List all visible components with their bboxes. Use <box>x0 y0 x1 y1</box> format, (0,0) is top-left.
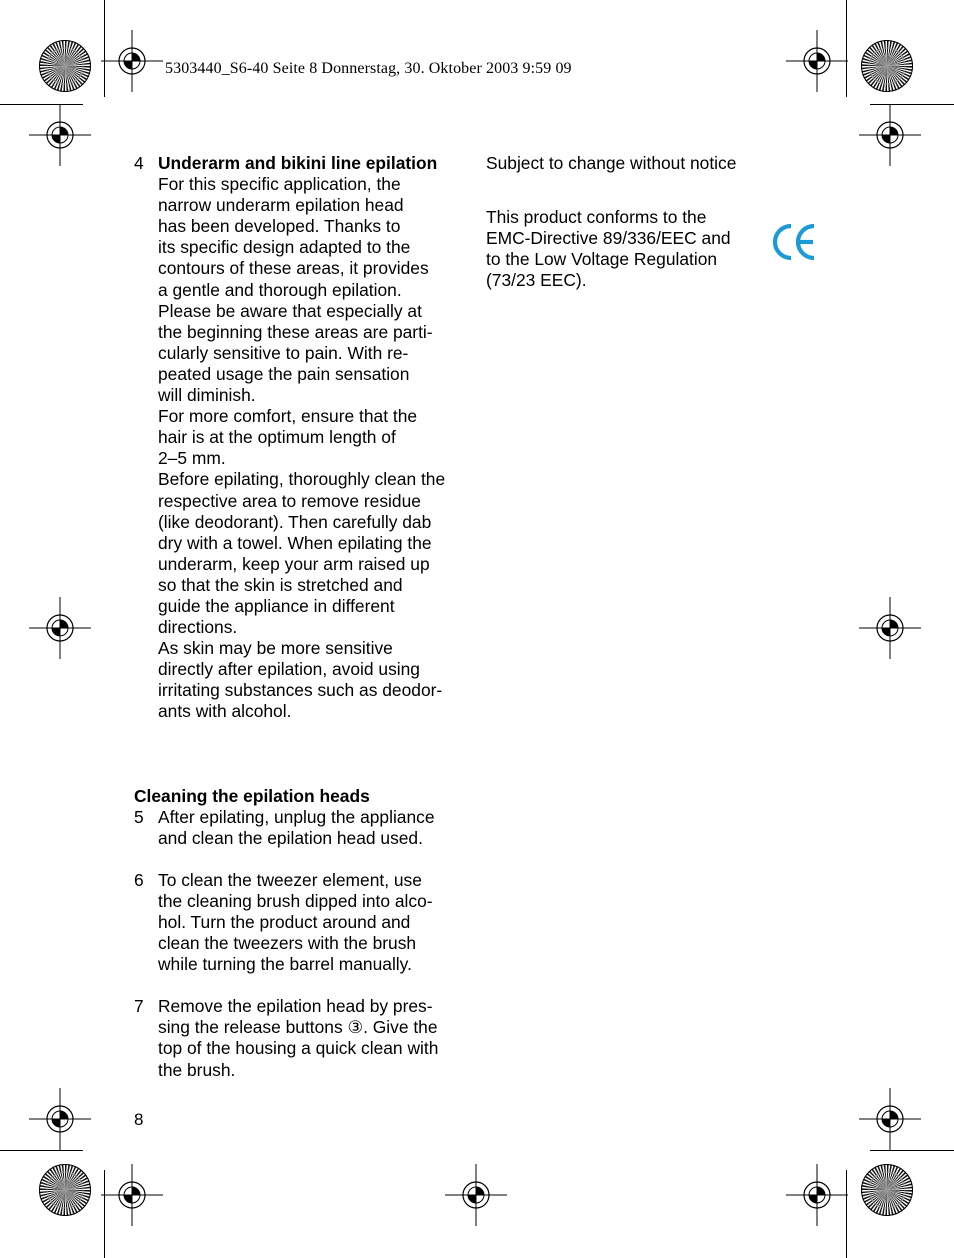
text-line: dry with a towel. When epilating the <box>158 532 432 553</box>
registration-mark-icon <box>29 1088 91 1150</box>
text-line: This product conforms to the <box>486 207 707 228</box>
text-line: guide the appliance in different <box>158 595 395 616</box>
registration-mark-icon <box>101 1164 163 1226</box>
text-line: For this specific application, the <box>158 174 401 195</box>
section-4-body <box>158 174 474 722</box>
change-notice: Subject to change without notice <box>486 153 737 173</box>
text-line: and clean the epilation head used. <box>158 827 423 848</box>
text-line: directly after epilation, avoid using <box>158 659 420 680</box>
text-line: For more comfort, ensure that the <box>158 406 418 427</box>
text-line: (73/23 EEC). <box>486 270 587 291</box>
text-line: cularly sensitive to pain. With re- <box>158 342 409 363</box>
text-line: To clean the tweezer element, use <box>158 869 422 890</box>
text-line: peated usage the pain sensation <box>158 363 410 384</box>
text-line: so that the skin is stretched and <box>158 574 403 595</box>
text-line: clean the tweezers with the brush <box>158 933 417 954</box>
cleaning-step <box>134 870 474 975</box>
text-line: Remove the epilation head by pres- <box>158 996 433 1017</box>
conformity-statement <box>486 207 786 291</box>
text-line: Please be aware that especially at <box>158 300 422 321</box>
section-number: 4 <box>134 153 144 173</box>
text-line: top of the housing a quick clean with <box>158 1038 439 1059</box>
text-line: the cleaning brush dipped into alco- <box>158 890 433 911</box>
text-line: Before epilating, thoroughly clean the <box>158 469 446 490</box>
cleaning-steps <box>134 807 474 1081</box>
left-column <box>134 153 474 1081</box>
spacer <box>134 975 474 996</box>
cleaning-heading: Cleaning the epilation heads <box>134 785 370 806</box>
text-line: As skin may be more sensitive <box>158 638 393 659</box>
starburst-bottom-right-icon <box>861 1164 913 1216</box>
text-line: 2–5 mm. <box>158 448 226 469</box>
registration-mark-icon <box>859 1088 921 1150</box>
starburst-top-left-icon <box>39 40 91 92</box>
text-line: After epilating, unplug the appliance <box>158 806 435 827</box>
section-4 <box>134 153 474 723</box>
right-column <box>486 153 786 291</box>
section-title: Underarm and bikini line epilation <box>158 153 438 173</box>
text-line: the brush. <box>158 1059 236 1080</box>
text-line: irritating substances such as deodor- <box>158 680 443 701</box>
registration-mark-icon <box>786 1164 848 1226</box>
text-line: ants with alcohol. <box>158 701 292 722</box>
cleaning-step <box>134 807 474 849</box>
registration-mark-icon <box>859 597 921 659</box>
text-line: contours of these areas, it provides <box>158 258 429 279</box>
text-line: respective area to remove residue <box>158 490 421 511</box>
registration-mark-icon <box>29 104 91 166</box>
text-line: directions. <box>158 617 238 638</box>
text-line: will diminish. <box>158 385 256 406</box>
text-line: a gentle and thorough epilation. <box>158 279 402 300</box>
registration-mark-icon <box>786 30 848 92</box>
text-line: while turning the barrel manually. <box>158 954 412 975</box>
registration-mark-icon <box>859 104 921 166</box>
text-line: hair is at the optimum length of <box>158 427 396 448</box>
step-number: 5 <box>134 806 144 827</box>
text-line: has been developed. Thanks to <box>158 216 401 237</box>
text-line: (like deodorant). Then carefully dab <box>158 511 432 532</box>
text-line: sing the release buttons ③. Give the <box>158 1017 438 1038</box>
text-line: narrow underarm epilation head <box>158 195 404 216</box>
page-number: 8 <box>134 1110 144 1129</box>
spacer <box>134 849 474 870</box>
text-line: underarm, keep your arm raised up <box>158 553 430 574</box>
step-number: 6 <box>134 869 144 890</box>
cleaning-step <box>134 996 474 1080</box>
registration-mark-icon <box>101 30 163 92</box>
text-line: its specific design adapted to the <box>158 237 411 258</box>
registration-mark-icon <box>29 597 91 659</box>
step-number: 7 <box>134 996 144 1017</box>
text-line: the beginning these areas are parti- <box>158 321 433 342</box>
starburst-top-right-icon <box>861 40 913 92</box>
ce-mark-icon <box>772 223 818 261</box>
text-line: to the Low Voltage Regulation <box>486 249 718 270</box>
crop-mark-bottom-left-h <box>0 1150 83 1151</box>
text-line: EMC-Directive 89/336/EEC and <box>486 228 731 249</box>
crop-mark-bottom-right-h <box>870 1150 954 1151</box>
text-line: hol. Turn the product around and <box>158 912 411 932</box>
registration-mark-icon <box>445 1164 507 1226</box>
starburst-bottom-left-icon <box>39 1164 91 1216</box>
print-slug-header: 5303440_S6-40 Seite 8 Donnerstag, 30. Oktober 2003 9:59 09 <box>165 60 572 77</box>
